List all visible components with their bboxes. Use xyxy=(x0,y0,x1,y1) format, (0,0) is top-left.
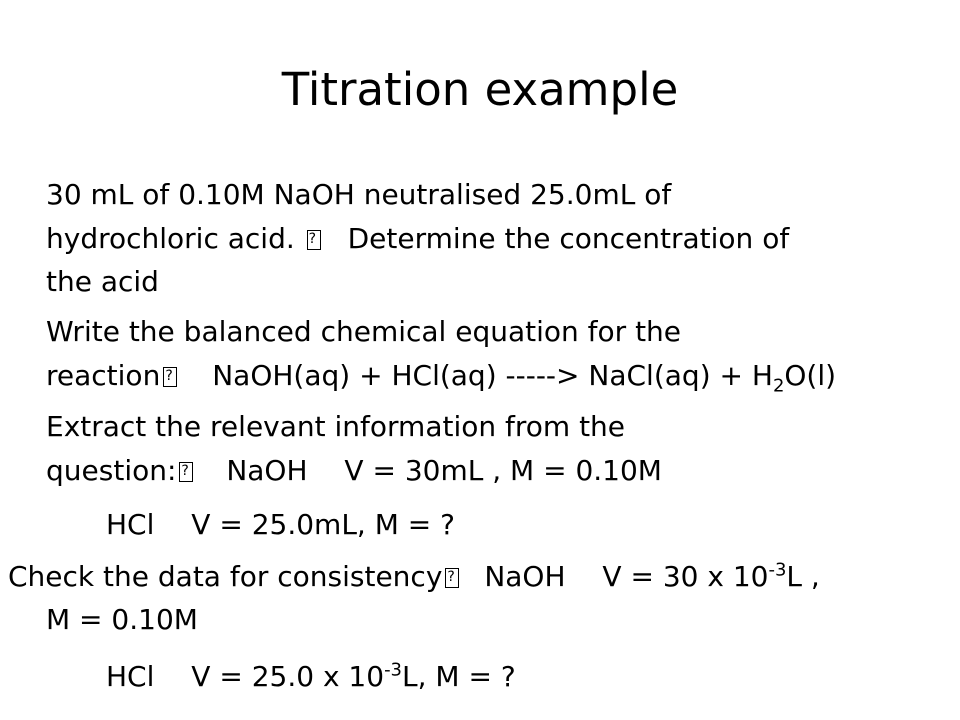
slide-title: Titration example xyxy=(281,63,679,116)
naoh-converted-unit: L , xyxy=(786,560,820,593)
chemical-equation xyxy=(212,359,837,397)
missing-glyph-icon xyxy=(179,462,193,482)
naoh-values: V = 30mL , M = 0.10M xyxy=(344,454,662,487)
hcl-label-2: HCl xyxy=(106,660,155,693)
naoh-converted-text: V = 30 x 10 xyxy=(602,560,769,593)
equation-subscript: 2 xyxy=(772,375,785,397)
p5-line1 xyxy=(8,560,820,594)
naoh-label: NaOH xyxy=(226,454,308,487)
p1-line2 xyxy=(46,222,789,256)
missing-glyph-icon xyxy=(163,367,177,387)
p2-line2 xyxy=(46,359,837,397)
p3-line1: Extract the relevant information from the xyxy=(46,410,626,443)
equation-text: NaOH(aq) + HCl(aq) -----> NaCl(aq) + H xyxy=(212,359,773,392)
naoh-exponent: -3 xyxy=(768,559,787,581)
p1-line2-text: hydrochloric acid. xyxy=(46,222,295,255)
hcl-values: V = 25.0mL, M = ? xyxy=(191,508,456,541)
p3-line2-label: question: xyxy=(46,454,177,487)
p2-line1: Write the balanced chemical equation for the xyxy=(46,315,682,348)
p1-line2-instruction: Determine the concentration of xyxy=(347,222,790,255)
hcl-exponent: -3 xyxy=(384,659,403,681)
p5-label: Check the data for consistency xyxy=(8,560,443,593)
hcl-converted-unit: L, M = ? xyxy=(402,660,516,693)
p5-line2: M = 0.10M xyxy=(46,603,198,636)
equation-tail: O(l) xyxy=(784,359,837,392)
hcl-converted xyxy=(191,660,515,693)
p3-line2 xyxy=(46,454,662,488)
naoh-label-2: NaOH xyxy=(484,560,566,593)
hcl-label: HCl xyxy=(106,508,155,541)
naoh-converted xyxy=(602,560,819,593)
p1-line3: the acid xyxy=(46,265,159,298)
p6-line xyxy=(106,660,516,694)
missing-glyph-icon xyxy=(307,230,321,250)
p2-line2-label: reaction xyxy=(46,359,161,392)
hcl-converted-text: V = 25.0 x 10 xyxy=(191,660,385,693)
p1-line1: 30 mL of 0.10M NaOH neutralised 25.0mL of xyxy=(46,178,672,211)
missing-glyph-icon xyxy=(445,568,459,588)
p4-line xyxy=(106,508,455,542)
